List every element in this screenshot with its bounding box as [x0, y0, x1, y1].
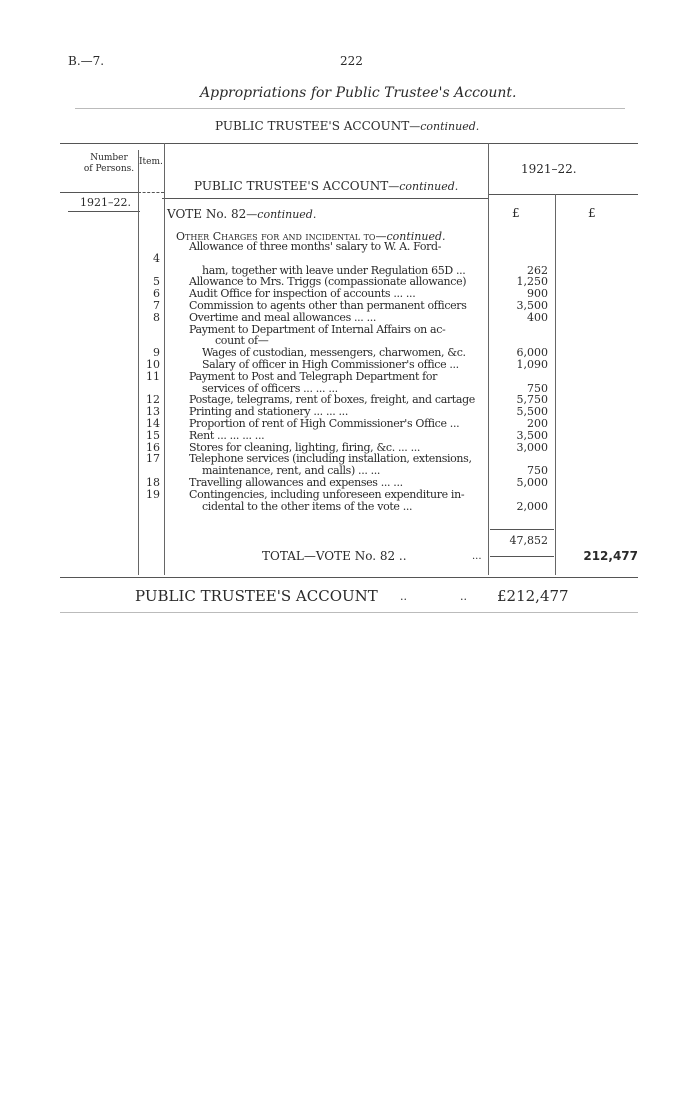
item-number: 17: [146, 452, 160, 466]
item-description: Commission to agents other than permanent officers: [189, 299, 467, 312]
header-separator-left: [60, 192, 138, 193]
item-amount: 750: [527, 464, 548, 478]
item-number: 7: [153, 299, 160, 312]
subtitle-main: PUBLIC TRUSTEE'S ACCOUNT: [215, 119, 410, 133]
pound-sign-subhead: £: [512, 206, 520, 220]
description-amount-divider: [488, 143, 489, 575]
item-description: services of officers ... ... ...: [202, 381, 338, 395]
item-description: cidental to the other items of the vote ...: [202, 499, 413, 513]
vote-heading: [167, 207, 316, 221]
item-description-divider: [164, 143, 165, 575]
subtotal-underline: [490, 556, 554, 557]
item-number: 11: [146, 369, 160, 383]
section-title-rule: [162, 198, 488, 199]
section-title: [194, 179, 458, 193]
item-amount: 262: [527, 263, 548, 277]
item-description: Audit Office for inspection of accounts ... ...: [189, 287, 416, 301]
persons-header-line: Number: [90, 153, 128, 163]
total-leader-dots: ...: [472, 551, 482, 562]
item-number: 13: [146, 405, 160, 419]
summary-dots-2: ..: [460, 590, 467, 603]
item-description: Printing and stationery ... ... ...: [189, 405, 348, 419]
item-amount: 2,000: [516, 499, 548, 513]
item-number: 18: [146, 476, 160, 489]
section-title-main: PUBLIC TRUSTEE'S ACCOUNT: [194, 179, 389, 193]
item-number: 6: [153, 287, 160, 301]
item-description: Wages of custodian, messengers, charwomen, &c.: [202, 346, 466, 360]
item-description: Proportion of rent of High Commissioner's Office ...: [189, 417, 460, 430]
item-description: Payment to Post and Telegraph Department for: [189, 369, 438, 383]
charges-subhead-main: Other Charges for and incidental to: [176, 230, 376, 243]
summary-amount: £212,477: [497, 587, 569, 605]
title-rule: [75, 108, 625, 109]
page-subtitle: [215, 119, 479, 133]
total-label: TOTAL—VOTE No. 82 ..: [262, 549, 407, 563]
item-description: Telephone services (including installation, extensions,: [189, 452, 472, 466]
item-number: 12: [146, 393, 160, 407]
summary-rule: [60, 612, 638, 613]
page-title: Appropriations for Public Trustee's Account.: [200, 85, 517, 101]
amount-total-divider: [555, 194, 556, 575]
item-description: ham, together with leave under Regulation 65D ...: [202, 263, 466, 277]
item-amount: 1,250: [516, 275, 548, 289]
pound-sign-total: £: [588, 206, 596, 220]
item-description: Stores for cleaning, lighting, firing, &c. ... ...: [189, 440, 421, 454]
item-amount: 1,090: [516, 358, 548, 371]
vote-heading-continued: —continued.: [246, 208, 317, 221]
item-amount: 5,500: [516, 405, 548, 419]
item-amount: 900: [527, 287, 548, 301]
subtitle-continued: —continued.: [409, 120, 480, 133]
header-separator-right: [488, 194, 638, 195]
total-amount: 212,477: [583, 549, 638, 563]
item-amount: 750: [527, 381, 548, 395]
year-column-header: 1921–22.: [521, 162, 577, 176]
item-amount: 5,750: [516, 393, 548, 407]
item-number: 14: [146, 417, 160, 430]
charges-subhead-continued: —continued.: [375, 230, 446, 243]
persons-header-line: of Persons.: [83, 164, 135, 174]
persons-column-header: [78, 153, 140, 175]
table-bottom-rule: [60, 577, 638, 578]
item-description: Allowance of three months' salary to W. A. Ford-: [189, 240, 442, 253]
item-description: Travelling allowances and expenses ... ...: [189, 476, 403, 489]
page-reference: B.—7.: [68, 54, 105, 68]
item-description: Payment to Department of Internal Affairs on ac-: [189, 322, 446, 336]
page-number: 222: [340, 54, 363, 68]
persons-item-divider: [138, 150, 139, 575]
item-number: 4: [153, 251, 160, 265]
item-amount: 3,500: [516, 299, 548, 312]
item-description: Contingencies, including unforeseen expenditure in-: [189, 487, 465, 501]
item-description: Rent ... ... ... ...: [189, 428, 265, 442]
item-number: 16: [146, 440, 160, 454]
section-title-continued: —continued.: [388, 180, 459, 193]
summary-dots-1: ..: [400, 590, 407, 603]
item-description: Allowance to Mrs. Triggs (compassionate allowance): [189, 275, 467, 289]
item-description: Salary of officer in High Commissioner's office ...: [202, 358, 459, 371]
subtotal-amount: 47,852: [509, 534, 548, 547]
summary-label: PUBLIC TRUSTEE'S ACCOUNT: [135, 587, 378, 605]
item-amount: 3,000: [516, 440, 548, 454]
item-number: 19: [146, 487, 160, 501]
item-amount: 400: [527, 310, 548, 324]
year-label-left: 1921–22.: [80, 196, 131, 209]
item-number: 8: [153, 310, 160, 324]
item-description: count of—: [215, 334, 269, 348]
item-description: Overtime and meal allowances ... ...: [189, 310, 377, 324]
item-description: Postage, telegrams, rent of boxes, freight, and cartage: [189, 393, 475, 407]
item-number: 15: [146, 428, 160, 442]
year-label-rule: [68, 211, 140, 212]
item-description: maintenance, rent, and calls) ... ...: [202, 464, 381, 478]
item-number: 10: [146, 358, 160, 371]
item-number: 9: [153, 346, 160, 360]
header-separator-item: [138, 192, 164, 193]
subtotal-rule: [490, 529, 554, 530]
table-top-rule: [60, 143, 638, 144]
item-number: 5: [153, 275, 160, 289]
vote-heading-main: VOTE No. 82: [167, 207, 247, 221]
item-column-header: Item.: [139, 157, 163, 167]
item-amount: 3,500: [516, 428, 548, 442]
item-amount: 5,000: [516, 476, 548, 489]
item-amount: 200: [527, 417, 548, 430]
item-amount: 6,000: [516, 346, 548, 360]
